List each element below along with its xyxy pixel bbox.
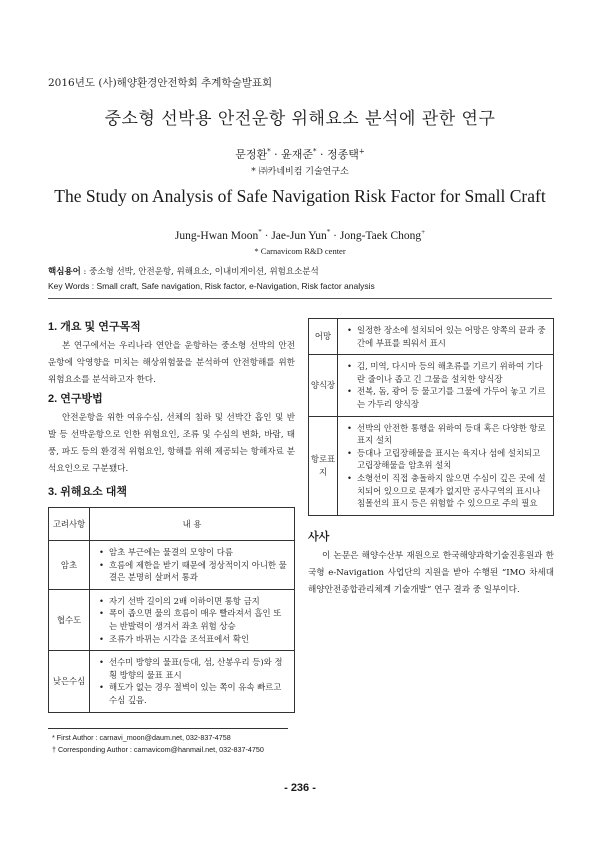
keywords-korean-label: 핵심용어	[48, 267, 81, 277]
risk-table-left	[48, 507, 295, 713]
risk-table-right-wrap	[308, 318, 554, 516]
authors-english	[0, 228, 600, 242]
list-item: • 소형선이 직접 충돌하지 않으면 수심이 깊은 곳에 설치되어 있으므로 문제가 없지만 공사구역의 표시나 침몰선의 표시 등은 위험할 수 있으므로 주의 필요	[357, 472, 546, 510]
section-3-heading: 3. 위해요소 대책	[48, 486, 128, 498]
keywords-korean-text: : 중소형 선박, 안전운항, 위해요소, 이내비게이션, 위험요소분석	[80, 267, 319, 277]
author-sep: ·	[320, 148, 327, 161]
table-row-category: 양식장	[309, 355, 338, 416]
table-row-category: 낮은수심	[49, 651, 90, 712]
section-1-body: 본 연구에서는 우리나라 연안을 운항하는 중소형 선박의 안전운항에 악영향을 미치는 해상위험물을 분석하여 안전항해를 위한 위험요소를 분석하고자 한다.	[48, 341, 295, 385]
authors-korean	[0, 146, 600, 162]
footnote-corresponding-author: † Corresponding Author : carnavicom@hanmail.net, 032-837-4750	[52, 745, 264, 754]
table-row	[49, 589, 295, 650]
author-1-mark: *	[267, 147, 271, 156]
list-item: • 선박의 안전한 통행을 위하여 등대 혹은 다양한 항로표지 설치	[357, 422, 546, 447]
author-3-mark: +	[358, 147, 365, 156]
footnote-first-author: * First Author : carnavi_moon@daum.net, 032-837-4758	[52, 733, 231, 742]
table-row	[49, 541, 295, 590]
author-sep: ·	[274, 148, 282, 161]
keywords-english	[48, 279, 375, 293]
title-english: The Study on Analysis of Safe Navigation Risk Factor for Small Craft	[54, 186, 546, 206]
footnote-divider	[48, 728, 288, 729]
list-item: • 폭이 좁으면 물의 흐름이 매우 빨라져서 흡인 또는 반발력이 생겨서 좌초 위험 상승	[109, 607, 287, 632]
header-divider	[48, 298, 552, 299]
table-row-category: 협수도	[49, 589, 90, 650]
acknowledgement	[308, 528, 554, 599]
page-number: - 236 -	[284, 782, 316, 794]
author-2-en-mark: *	[326, 228, 331, 236]
list-item: • 전복, 돔, 광어 등 물고기를 그물에 가두어 놓고 기르는 가두리 양식장	[357, 385, 546, 410]
author-sep: ·	[330, 229, 340, 242]
section-1-heading: 1. 개요 및 연구목적	[48, 321, 141, 333]
list-item: • 일정한 장소에 설치되어 있는 어망은 양쪽의 끝과 중간에 부표를 띄워서 표시	[357, 324, 546, 349]
author-2-en: Jae-Jun Yun	[271, 229, 327, 242]
table-row-category: 암초	[49, 541, 90, 590]
author-sep: ·	[261, 229, 272, 242]
table-header-category: 고려사항	[49, 508, 90, 541]
author-3-en-mark: +	[421, 228, 426, 236]
list-item: • 선수미 방향의 물표(등대, 섬, 산봉우리 등)와 정횡 방향의 물표 표시	[109, 656, 287, 681]
section-2-body: 안전운항을 위한 여유수심, 선체의 침하 및 선박간 흡인 및 반발 등 선박운항으로 인한 위험요인, 조류 및 수심의 변화, 바람, 태풍, 파도 등의 환경적 위험요인, 항해를 위해 제공되는 항해자료 분석요인으로 구분됐다.	[48, 413, 295, 474]
author-2-mark: *	[313, 147, 317, 156]
list-item: • 자기 선박 길이의 2배 이하이면 통항 금지	[109, 595, 287, 608]
author-1-en-mark: *	[258, 228, 262, 236]
table-header-content: 내 용	[90, 508, 295, 541]
acknowledgement-heading: 사사	[308, 531, 330, 543]
list-item: • 흐름에 제한을 받기 때문에 정상적이지 아니한 물결은 분명히 살펴서 통과	[109, 559, 287, 584]
affiliation-korean: * ㈜카네비컴 기술연구소	[251, 167, 349, 177]
keywords-korean	[48, 265, 319, 279]
acknowledgement-body: 이 논문은 해양수산부 재원으로 한국해양과학기술진흥원과 한국형 e-Navigation 사업단의 지원을 받아 수행된 “IMO 차세대 해양안전종합관리체계 기술개발” 연구 결과 중 일부이다.	[308, 551, 554, 595]
section-2	[48, 390, 295, 478]
list-item: • 해도가 없는 경우 절벽이 있는 쪽이 유속 빠르고 수심 깊음.	[109, 681, 287, 706]
list-item: • 암초 부근에는 물결의 모양이 다름	[109, 546, 287, 559]
author-1: 문정환	[235, 148, 268, 161]
author-1-en: Jung-Hwan Moon	[174, 229, 259, 242]
list-item: • 등대나 고립장해물을 표시는 육지나 섬에 설치되고 고립장해물을 암초위 설치	[357, 447, 546, 472]
table-row	[49, 651, 295, 712]
title-korean: 중소형 선박용 안전운항 위해요소 분석에 관한 연구	[104, 109, 496, 129]
keywords-english-label: Key Words	[48, 281, 90, 291]
table-row-category: 어망	[309, 319, 338, 355]
affiliation-english: * Carnavicom R&D center	[254, 246, 346, 256]
list-item: • 조류가 바뀌는 시각을 조석표에서 확인	[109, 633, 287, 646]
keywords-english-text: : Small craft, Safe navigation, Risk factor, e-Navigation, Risk factor analysis	[89, 281, 375, 291]
table-row	[309, 355, 554, 416]
section-1	[48, 318, 295, 389]
table-row	[309, 319, 554, 355]
author-3: 정종택	[327, 148, 359, 161]
section-2-heading: 2. 연구방법	[48, 393, 103, 405]
section-3	[48, 483, 295, 713]
table-row	[309, 416, 554, 515]
author-3-en: Jong-Taek Chong	[339, 229, 422, 242]
risk-table-right	[308, 318, 554, 516]
table-row-category: 항로표지	[309, 416, 338, 515]
conference-header: 2016년도 (사)해양환경안전학회 추계학술발표회	[48, 77, 273, 89]
author-2: 윤재준	[281, 148, 313, 161]
list-item: • 김, 미역, 다시마 등의 해초류를 기르기 위하여 기다란 줄이나 좁고 긴 그물을 설치한 양식장	[357, 360, 546, 385]
